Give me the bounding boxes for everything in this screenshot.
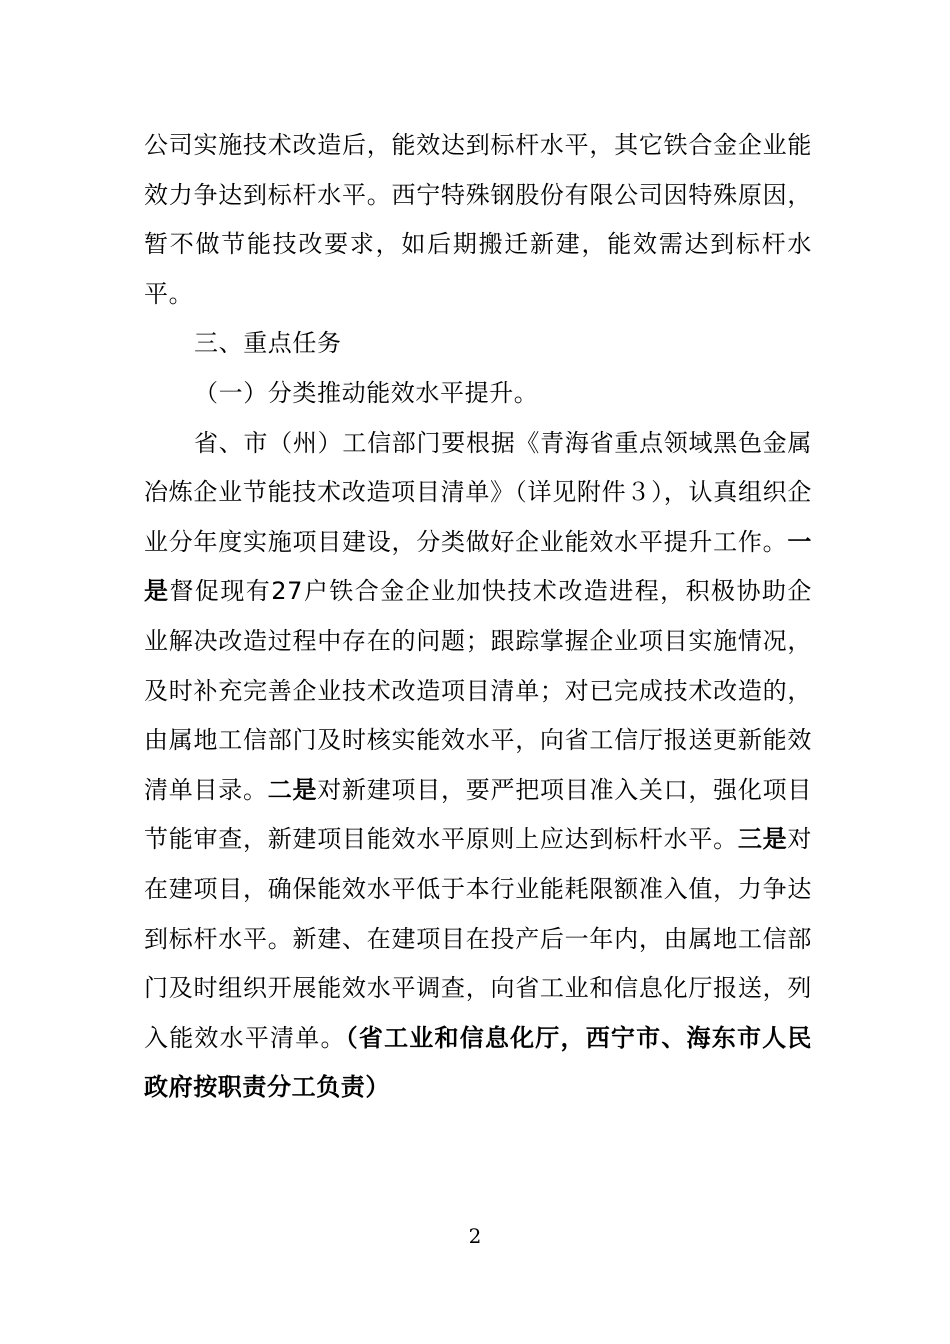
document-body — [144, 121, 812, 1113]
subsection-heading-text: （一）分类推动能效水平提升。 — [194, 378, 539, 407]
paragraph-energy-efficiency-target — [144, 121, 812, 319]
paragraph-text: 对在建项目，确保能效水平低于本行业能耗限额准入值，力争达到标杆水平。新建、在建项目在投产后一年内，由属地工信部门及时组织开展能效水平调查，向省工业和信息化厅报送，列入能效水平清单。 — [144, 825, 812, 1052]
paragraph-text: 督促现有27户铁合金企业加快技术改造进程，积极协助企业解决改造过程中存在的问题；跟踪掌握企业项目实施情况，及时补充完善企业技术改造项目清单；对已完成技术改造的，由属地工信部门及时核实能效水平，向省工信厅报送更新能效清单目录。 — [144, 577, 812, 804]
paragraph-text: 公司实施技术改造后，能效达到标杆水平，其它铁合金企业能效力争达到标杆水平。西宁特殊钢股份有限公司因特殊原因，暂不做节能技改要求，如后期搬迁新建，能效需达到标杆水平。 — [144, 131, 812, 308]
paragraph-task-details — [144, 419, 812, 1113]
paragraph-text: 省、市（州）工信部门要根据《青海省重点领域黑色金属冶炼企业节能技术改造项目清单》（详见附件３），认真组织企业分年度实施项目建设，分类做好企业能效水平提升工作。 — [144, 428, 812, 556]
page-number: 2 — [468, 1224, 482, 1248]
subsection-heading-classification — [144, 369, 812, 419]
bold-label-third: 三是 — [737, 825, 788, 854]
bold-label-second: 二是 — [267, 775, 318, 804]
paragraph-text: 对新建项目，要严把项目准入关口，强化项目节能审查，新建项目能效水平原则上应达到标杆水平。 — [144, 775, 813, 854]
responsibility-note: （省工业和信息化厅，西宁市、海东市人民政府按职责分工负责） — [144, 1023, 812, 1102]
bold-label-first: 一是 — [144, 527, 812, 606]
section-heading-text: 三、重点任务 — [194, 329, 342, 358]
section-heading-key-tasks — [144, 319, 812, 369]
